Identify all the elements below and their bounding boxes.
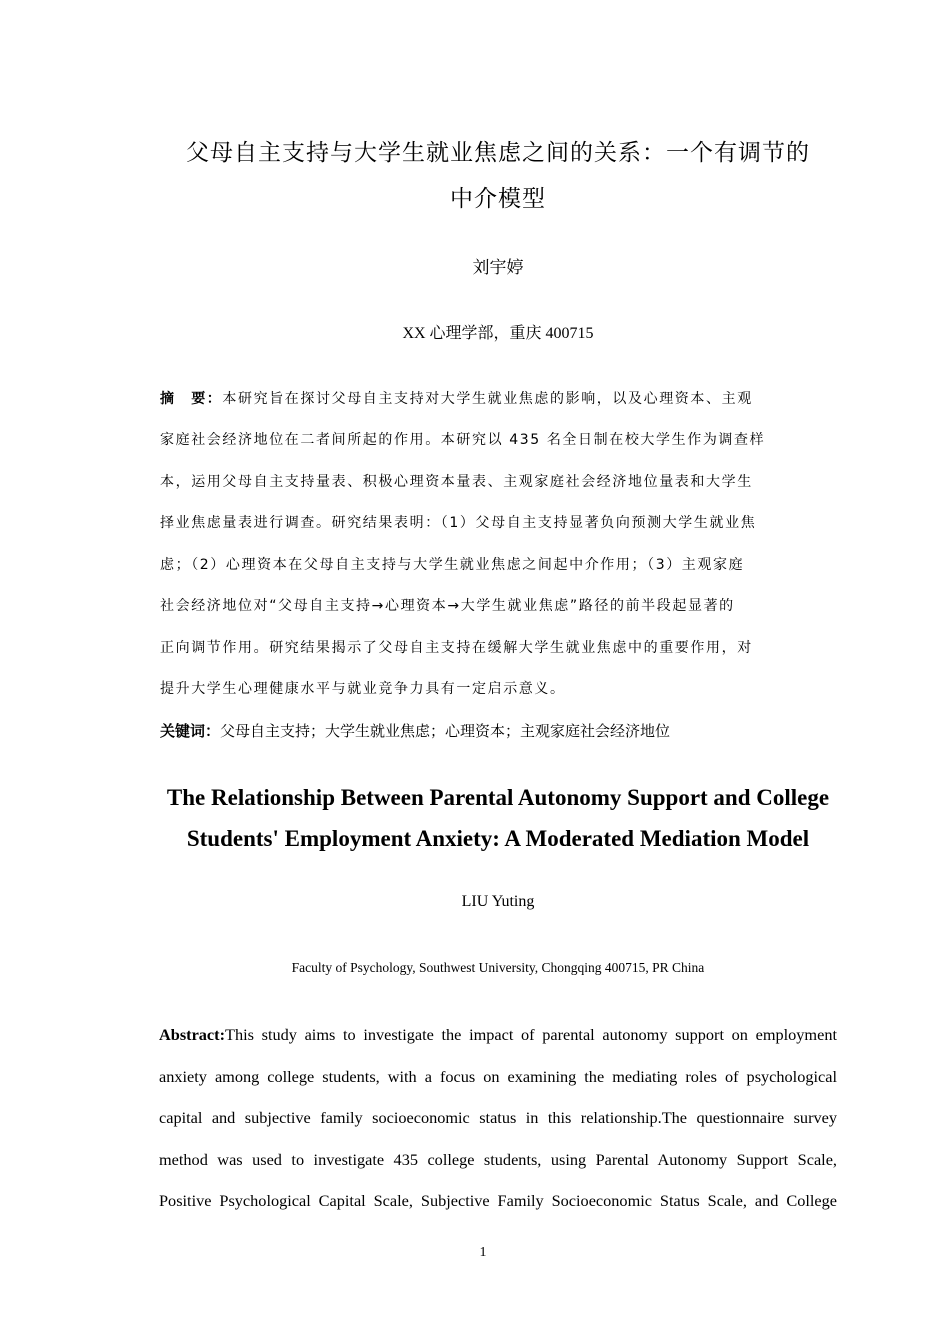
english-affiliation: Faculty of Psychology, Southwest University, Chongqing 400715, PR China [291,960,705,975]
english-author: LIU Yuting [461,893,535,910]
chinese-keywords-text: 父母自主支持；大学生就业焦虑；心理资本；主观家庭社会经济地位 [220,722,671,740]
chinese-title-line-2: 中介模型 [450,186,546,212]
english-title-line-2: Students' Employment Anxiety: A Moderated Mediation Model [186,826,810,851]
chinese-abstract-line: 本，运用父母自主支持量表、积极心理资本量表、主观家庭社会经济地位量表和大学生 [160,474,753,490]
chinese-abstract-line: 家庭社会经济地位在二者间所起的作用。本研究以 435 名全日制在校大学生作为调查样 [160,432,766,448]
english-abstract-line: method was used to investigate 435 college students, using Parental Autonomy Support Scale, [159,1150,837,1169]
english-abstract-label: Abstract: [159,1025,226,1044]
chinese-abstract-line: 社会经济地位对“父母自主支持→心理资本→大学生就业焦虑”路径的前半段起显著的 [160,598,735,614]
chinese-abstract-line: 摘 要：本研究旨在探讨父母自主支持对大学生就业焦虑的影响，以及心理资本、主观 [160,391,753,407]
chinese-title-line-1: 父母自主支持与大学生就业焦虑之间的关系：一个有调节的 [186,140,810,166]
chinese-abstract-line: 正向调节作用。研究结果揭示了父母自主支持在缓解大学生就业焦虑中的重要作用，对 [160,640,753,656]
english-abstract-line: anxiety among college students, with a focus on examining the mediating roles of psychological [159,1067,837,1086]
chinese-title [150,130,846,222]
chinese-author: 刘宇婷 [472,258,524,278]
english-abstract-line: Positive Psychological Capital Scale, Subjective Family Socioeconomic Status Scale, and College [159,1191,837,1210]
chinese-keywords [160,720,670,741]
chinese-abstract-label: 摘 要： [160,391,223,407]
english-title [150,777,846,859]
chinese-abstract-line: 择业焦虑量表进行调查。研究结果表明：（1）父母自主支持显著负向预测大学生就业焦 [160,515,757,531]
english-abstract-line: Abstract:This study aims to investigate the impact of parental autonomy support on employment [159,1025,837,1044]
chinese-abstract-line: 虑；（2）心理资本在父母自主支持与大学生就业焦虑之间起中介作用；（3）主观家庭 [160,557,745,573]
chinese-affiliation: XX 心理学部，重庆 400715 [402,325,594,342]
english-abstract-line: capital and subjective family socioeconomic status in this relationship.The questionnaire survey [159,1108,837,1127]
english-title-line-1: The Relationship Between Parental Autonomy Support and College [166,785,830,810]
page-number: 1 [479,1245,487,1260]
chinese-keywords-label: 关键词： [160,722,221,740]
chinese-abstract-line: 提升大学生心理健康水平与就业竞争力具有一定启示意义。 [160,681,566,697]
